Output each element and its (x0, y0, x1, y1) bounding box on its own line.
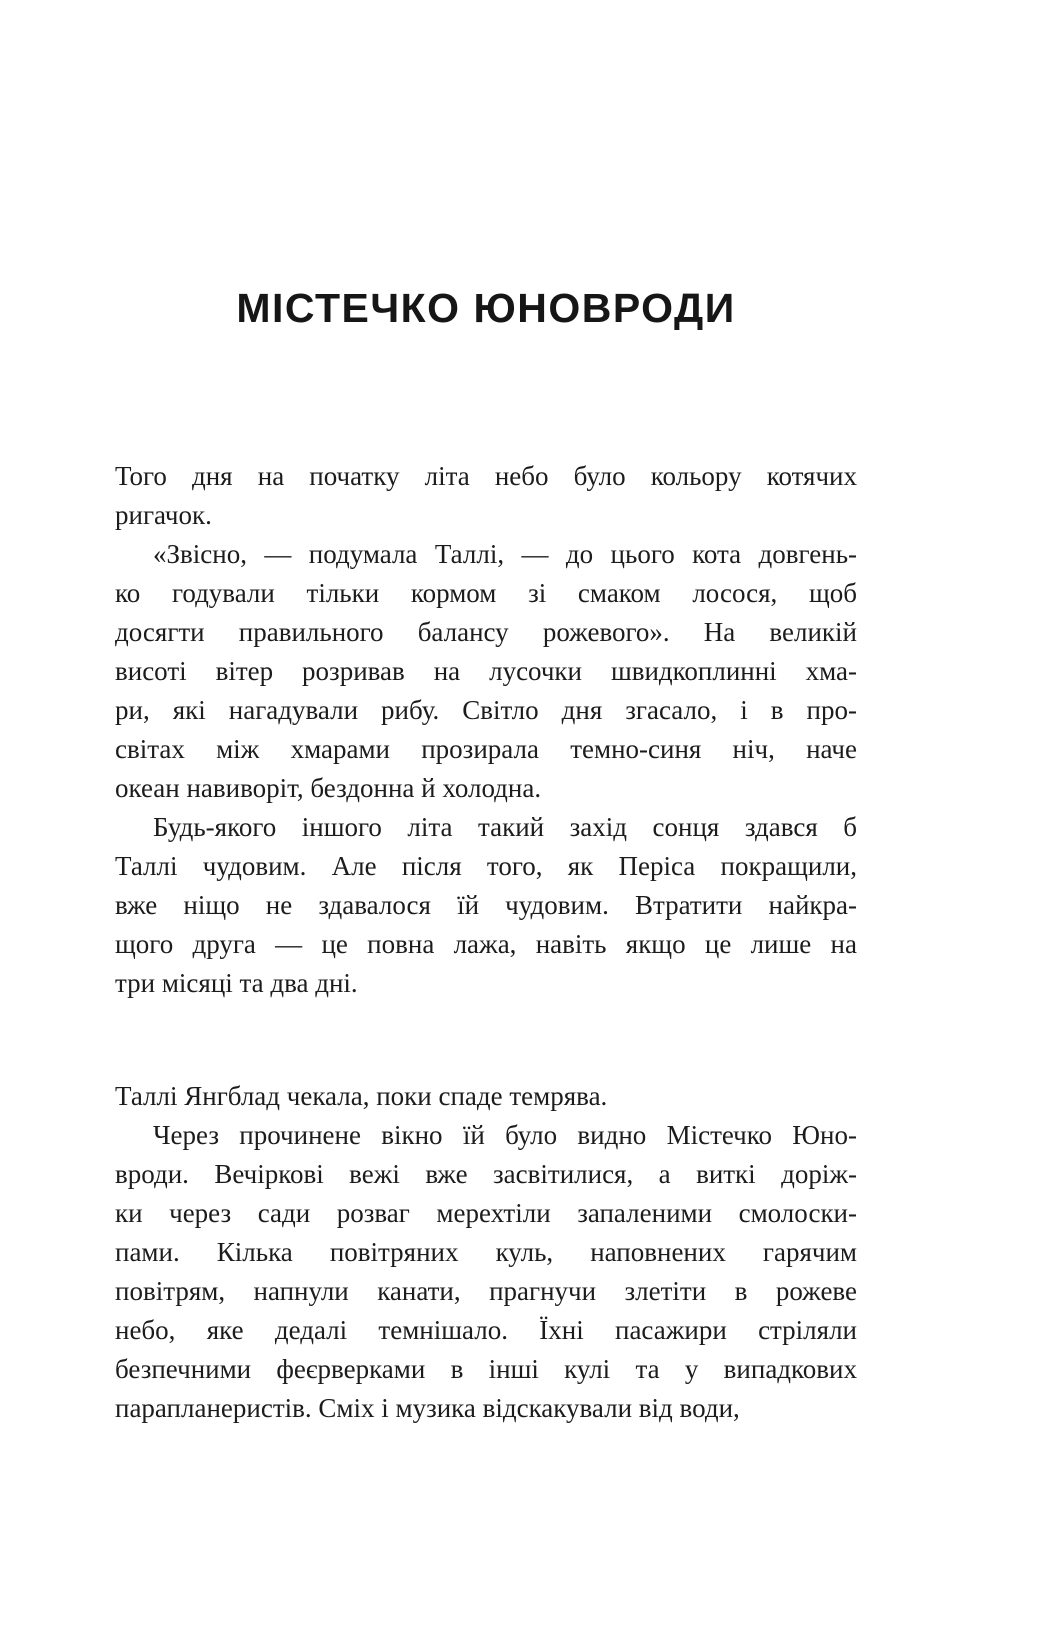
text-line: «Звісно, — подумала Таллі, — до цього кота довгень- (153, 539, 857, 569)
text-line: світах між хмарами прозирала темно-синя ніч, наче (115, 734, 857, 764)
text-line: Будь-якого іншого літа такий захід сонця здався б (153, 812, 857, 842)
text-line: Таллі чудовим. Але після того, як Періса покращили, (115, 851, 857, 881)
paragraph (115, 1116, 857, 1428)
text-line: безпечними феєрверками в інші кулі та у випадкових (115, 1354, 857, 1384)
text-line: висоті вітер розривав на лусочки швидкоплинні хма- (115, 656, 857, 686)
text-line: Таллі Янгблад чекала, поки спаде темрява. (115, 1081, 608, 1111)
body-text (115, 457, 857, 1428)
page-content (115, 0, 857, 1428)
text-line: Через прочинене вікно їй було видно Містечко Юно- (153, 1120, 857, 1150)
text-line: парапланеристів. Сміх і музика відскакували від води, (115, 1393, 740, 1423)
text-line: вроди. Вечіркові вежі вже засвітилися, а виткі доріж- (115, 1159, 857, 1189)
text-line: ри, які нагадували рибу. Світло дня згасало, і в про- (115, 695, 857, 725)
paragraph (115, 808, 857, 1003)
paragraph (115, 535, 857, 808)
text-line: повітрям, напнули канати, прагнучи злетіти в рожеве (115, 1276, 857, 1306)
text-line: досягти правильного балансу рожевого». На великій (115, 617, 857, 647)
text-line: ко годували тільки кормом зі смаком лосося, щоб (115, 578, 857, 608)
text-line: щого друга — це повна лажа, навіть якщо це лише на (115, 929, 857, 959)
text-line: ки через сади розваг мерехтіли запаленими смолоски- (115, 1198, 857, 1228)
text-line: три місяці та два дні. (115, 968, 358, 998)
paragraph (115, 1077, 857, 1116)
chapter-title: МІСТЕЧКО ЮНОВРОДИ (236, 285, 736, 331)
text-line: ригачок. (115, 500, 212, 530)
text-line: Того дня на початку літа небо було кольору котячих (115, 461, 857, 491)
text-line: вже ніщо не здавалося їй чудовим. Втратити найкра- (115, 890, 857, 920)
text-line: пами. Кілька повітряних куль, наповнених гарячим (115, 1237, 857, 1267)
text-line: океан навиворіт, бездонна й холодна. (115, 773, 542, 803)
paragraph (115, 457, 857, 535)
text-line: небо, яке дедалі темнішало. Їхні пасажири стріляли (115, 1315, 857, 1345)
